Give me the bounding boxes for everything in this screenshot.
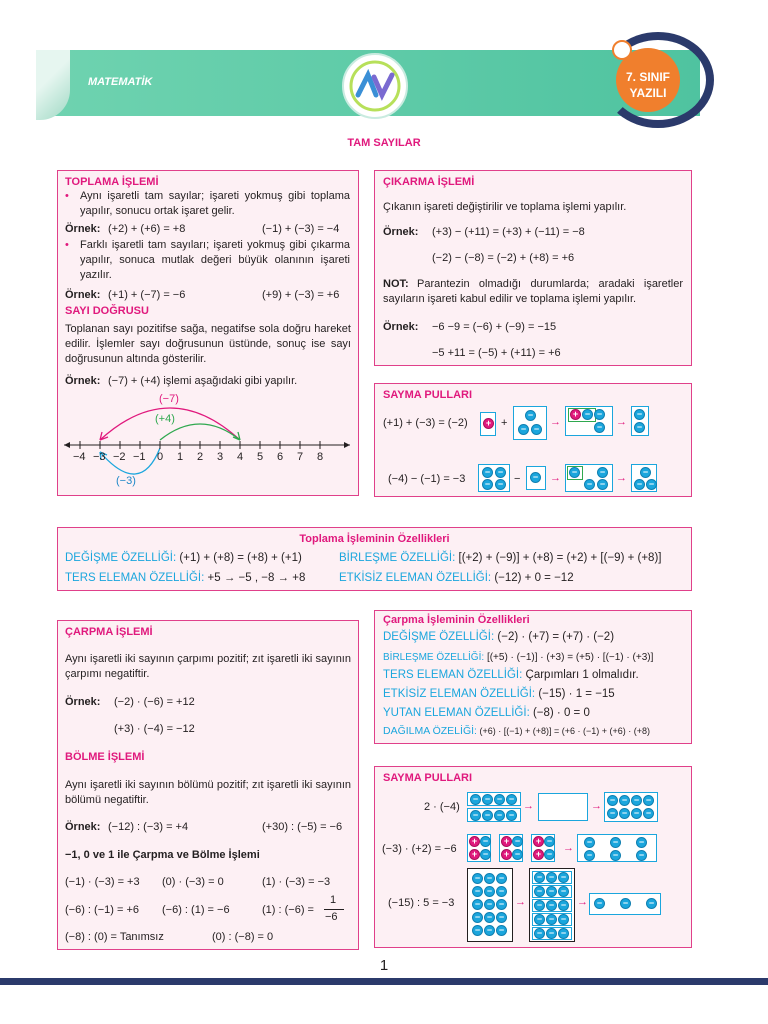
toplama-title: TOPLAMA İŞLEMİ	[65, 176, 159, 188]
toplama-ex1a: (+2) + (+6) = +8	[108, 223, 186, 235]
negative-tile-icon: −	[484, 912, 495, 923]
bolme-ex1: (−12) : (−3) = +4	[108, 821, 189, 833]
row3a: (−8) : (0) = Tanımsız	[65, 931, 164, 943]
sayma1-title: SAYMA PULLARI	[383, 389, 473, 401]
tick-label: 6	[277, 451, 284, 463]
negative-tile-icon: −	[546, 886, 557, 897]
bullet-icon: •	[65, 190, 69, 202]
ex-label: Örnek:	[65, 289, 101, 301]
negative-tile-icon: −	[484, 873, 495, 884]
arrow-icon: →	[550, 416, 561, 428]
negative-tile-icon: −	[597, 479, 608, 490]
bolme-ex2: (+30) : (−5) = −6	[262, 821, 343, 833]
negative-tile-icon: −	[610, 837, 621, 848]
negative-tile-icon: −	[646, 479, 657, 490]
negative-tile-icon: −	[646, 898, 657, 909]
ozellik2-dagilma: DAĞILMA ÖZELİĞİ: (+6) · [(−1) + (+8)] = (+6 · (−1) + (+6) · (+8)	[383, 725, 651, 737]
negative-tile-icon: −	[506, 794, 517, 805]
badge-line1: 7. SINIF	[625, 70, 670, 84]
negative-tile-icon: −	[544, 836, 555, 847]
carpma-ex2: (+3) · (−4) = −12	[114, 723, 195, 735]
negative-tile-icon: −	[525, 410, 536, 421]
negative-tile-icon: −	[534, 886, 545, 897]
negative-tile-icon: −	[480, 836, 491, 847]
tick-label: −3	[93, 451, 106, 463]
arrow-icon: →	[591, 800, 602, 812]
positive-tile-icon: +	[483, 418, 494, 429]
negative-tile-icon: −	[620, 898, 631, 909]
negative-tile-icon: −	[597, 467, 608, 478]
negative-tile-icon: −	[634, 409, 645, 420]
negative-tile-icon: −	[482, 794, 493, 805]
ozellik1-etkisiz: ETKİSİZ ELEMAN ÖZELLİĞİ: (−12) + 0 = −12	[339, 572, 574, 584]
fraction-num: 1	[330, 894, 337, 906]
tick-label: −2	[113, 451, 126, 463]
row1b: (0) · (−3) = 0	[162, 876, 224, 888]
negative-tile-icon: −	[534, 872, 545, 883]
negative-tile-icon: −	[643, 808, 654, 819]
ozellik2-degisme: DEĞİŞME ÖZELLİĞİ: (−2) · (+7) = (+7) · (−2)	[383, 631, 615, 643]
negative-tile-icon: −	[496, 912, 507, 923]
bolme-title: BÖLME İŞLEMİ	[65, 751, 145, 763]
negative-tile-icon: −	[584, 837, 595, 848]
negative-tile-icon: −	[636, 850, 647, 861]
toplama-bullet1: Aynı işaretli tam sayılar; işareti yokmuş gibi toplama yapılır, sonucu ortak işaret gelir.	[80, 190, 350, 217]
negative-tile-icon: −	[495, 467, 506, 478]
arrow-icon: →	[577, 896, 588, 908]
positive-tile-icon: +	[469, 849, 480, 860]
negative-tile-icon: −	[518, 424, 529, 435]
negative-tile-icon: −	[607, 795, 618, 806]
sayi-dogrusu-text: Toplanan sayı pozitifse sağa, negatifse sola doğru hareket edilir. İşlemler sayı doğrusunun üstünde, sonuç ise sayı doğrusunun altında gösterilir.	[65, 323, 351, 365]
negative-tile-icon: −	[472, 912, 483, 923]
plus-sign: +	[501, 417, 508, 429]
negative-tile-icon: −	[512, 849, 523, 860]
arrow-icon: →	[515, 896, 526, 908]
sub-title: −1, 0 ve 1 ile Çarpma ve Bölme İşlemi	[65, 849, 260, 861]
negative-tile-icon: −	[512, 836, 523, 847]
row1a: (−1) · (−3) = +3	[65, 876, 140, 888]
arrow-icon: →	[616, 472, 627, 484]
negative-tile-icon: −	[607, 808, 618, 819]
sayma2-eq1: 2 · (−4)	[424, 801, 460, 813]
arrow-icon: →	[563, 842, 574, 854]
negative-tile-icon: −	[484, 886, 495, 897]
arrow-icon: →	[550, 472, 561, 484]
badge-clock-icon	[612, 40, 632, 60]
negative-tile-icon: −	[472, 925, 483, 936]
negative-tile-icon: −	[546, 914, 557, 925]
toplama-bullet2: Farklı işaretli tam sayıları; işareti yokmuş gibi çıkarma yapılır, sonuca mutlak değeri büyük olanının işareti yazılır.	[80, 239, 350, 281]
negative-tile-icon: −	[631, 795, 642, 806]
bolme-text: Aynı işaretli iki sayının bölümü pozitif; zıt işaretli iki sayının bölümü negatiftir.	[65, 779, 351, 806]
negative-tile-icon: −	[546, 872, 557, 883]
bullet-icon: •	[65, 239, 69, 251]
negative-tile-icon: −	[594, 422, 605, 433]
toplama-ex2b: (+9) + (−3) = +6	[262, 289, 340, 301]
tick-label: 8	[317, 451, 324, 463]
negative-tile-icon: −	[494, 810, 505, 821]
negative-tile-icon: −	[584, 850, 595, 861]
negative-tile-icon: −	[544, 849, 555, 860]
number-line	[60, 388, 356, 492]
ozellik1-ters: TERS ELEMAN ÖZELLİĞİ: +5 → −5 , −8 → +8	[65, 572, 306, 584]
negative-tile-icon: −	[558, 928, 569, 939]
cikarma-ex3: −6 −9 = (−6) + (−9) = −15	[432, 321, 557, 333]
sayma2-eq3: (−15) : 5 = −3	[388, 897, 455, 909]
negative-tile-icon: −	[484, 899, 495, 910]
tick-label: 0	[157, 451, 164, 463]
carpma-title: ÇARPMA İŞLEMİ	[65, 626, 153, 638]
negative-tile-icon: −	[496, 873, 507, 884]
negative-tile-icon: −	[530, 472, 541, 483]
negative-tile-icon: −	[558, 872, 569, 883]
negative-tile-icon: −	[494, 794, 505, 805]
negative-tile-icon: −	[619, 808, 630, 819]
negative-tile-icon: −	[584, 479, 595, 490]
page-number: 1	[379, 957, 389, 974]
positive-tile-icon: +	[501, 849, 512, 860]
negative-tile-icon: −	[636, 837, 647, 848]
carpma-text: Aynı işaretli iki sayının çarpımı pozitif; zıt işaretli iki sayının çarpımı negatiftir.	[65, 653, 351, 680]
negative-tile-icon: −	[496, 899, 507, 910]
negative-tile-icon: −	[482, 467, 493, 478]
arc-neg7-label: (−7)	[159, 393, 179, 405]
ozellik1-degisme: DEĞİŞME ÖZELLİĞİ: (+1) + (+8) = (+8) + (+1)	[65, 552, 302, 564]
carpma-ozellik-title: Çarpma İşleminin Özellikleri	[383, 614, 530, 626]
sayma1-eq2: (−4) − (−1) = −3	[388, 473, 466, 485]
toplama-ex1b: (−1) + (−3) = −4	[262, 223, 340, 235]
negative-tile-icon: −	[619, 795, 630, 806]
negative-tile-icon: −	[484, 925, 495, 936]
ozellik2-etkisiz: ETKİSİZ ELEMAN ÖZELLİĞİ: (−15) · 1 = −15	[383, 688, 615, 700]
toplama-ex2a: (+1) + (−7) = −6	[108, 289, 186, 301]
negative-tile-icon: −	[495, 479, 506, 490]
negative-tile-icon: −	[472, 886, 483, 897]
ex-label: Örnek:	[65, 223, 101, 235]
ozellik2-birlesme: BİRLEŞME ÖZELLİĞİ: [(+5) · (−1)] · (+3) = (+5) · [(−1) · (+3)]	[383, 652, 654, 663]
negative-tile-icon: −	[610, 850, 621, 861]
fraction-den: −6	[325, 911, 338, 923]
cikarma-title: ÇIKARMA İŞLEMİ	[383, 176, 475, 188]
tick-label: −1	[133, 451, 146, 463]
negative-tile-icon: −	[482, 479, 493, 490]
negative-tile-icon: −	[634, 422, 645, 433]
negative-tile-icon: −	[496, 925, 507, 936]
positive-tile-icon: +	[501, 836, 512, 847]
row2b: (−6) : (1) = −6	[162, 904, 230, 916]
empty-box	[538, 793, 588, 821]
ex-label: Örnek:	[65, 375, 101, 387]
cikarma-ex2: (−2) − (−8) = (−2) + (+8) = +6	[432, 252, 575, 264]
negative-tile-icon: −	[558, 886, 569, 897]
ex-label: Örnek:	[65, 821, 101, 833]
tick-label: 4	[237, 451, 244, 463]
negative-tile-icon: −	[569, 467, 580, 478]
row1c: (1) · (−3) = −3	[262, 876, 331, 888]
tick-label: 5	[257, 451, 264, 463]
cikarma-ex4: −5 +11 = (−5) + (+11) = +6	[432, 347, 561, 359]
negative-tile-icon: −	[631, 808, 642, 819]
ozellik1-birlesme: BİRLEŞME ÖZELLİĞİ: [(+2) + (−9)] + (+8) = (+2) + [(−9) + (+8)]	[339, 552, 662, 564]
arc-result-label: (−3)	[116, 475, 136, 487]
negative-tile-icon: −	[643, 795, 654, 806]
negative-tile-icon: −	[496, 886, 507, 897]
ozellik2-yutan: YUTAN ELEMAN ÖZELLİĞİ: (−8) · 0 = 0	[383, 707, 590, 719]
negative-tile-icon: −	[640, 467, 651, 478]
positive-tile-icon: +	[533, 849, 544, 860]
negative-tile-icon: −	[472, 899, 483, 910]
sayma2-eq2: (−3) · (+2) = −6	[382, 843, 457, 855]
negative-tile-icon: −	[558, 914, 569, 925]
negative-tile-icon: −	[506, 810, 517, 821]
sd-example: (−7) + (+4) işlemi aşağıdaki gibi yapılır.	[108, 375, 298, 387]
positive-tile-icon: +	[533, 836, 544, 847]
negative-tile-icon: −	[470, 810, 481, 821]
badge-line2: YAZILI	[629, 86, 667, 100]
sayma2-title: SAYMA PULLARI	[383, 772, 473, 784]
tick-label: 3	[217, 451, 224, 463]
ex-label: Örnek:	[383, 226, 419, 238]
toplama-ozellik-title: Toplama İşleminin Özellikleri	[299, 533, 450, 545]
negative-tile-icon: −	[546, 928, 557, 939]
negative-tile-icon: −	[534, 900, 545, 911]
arc-pos4-label: (+4)	[155, 413, 175, 425]
negative-tile-icon: −	[470, 794, 481, 805]
ex-label: Örnek:	[65, 696, 101, 708]
negative-tile-icon: −	[472, 873, 483, 884]
footer-bar	[0, 978, 768, 985]
positive-tile-icon: +	[469, 836, 480, 847]
cikarma-ex1: (+3) − (+11) = (+3) + (−11) = −8	[432, 226, 585, 238]
negative-tile-icon: −	[480, 849, 491, 860]
tick-label: −4	[73, 451, 86, 463]
negative-tile-icon: −	[634, 479, 645, 490]
not-text: Parantezin olmadığı durumlarda; aradaki işaretler sayıların işareti kabul edilir ve toplama işlemi yapılır.	[383, 278, 683, 305]
ex-label: Örnek:	[383, 321, 419, 333]
arrow-icon: →	[616, 416, 627, 428]
negative-tile-icon: −	[482, 810, 493, 821]
negative-tile-icon: −	[534, 914, 545, 925]
negative-tile-icon: −	[582, 409, 593, 420]
negative-tile-icon: −	[594, 898, 605, 909]
subject-label: MATEMATİK	[88, 76, 153, 88]
negative-tile-icon: −	[594, 409, 605, 420]
row2a: (−6) : (−1) = +6	[65, 904, 139, 916]
negative-tile-icon: −	[531, 424, 542, 435]
negative-tile-icon: −	[546, 900, 557, 911]
carpma-ex1: (−2) · (−6) = +12	[114, 696, 195, 708]
row3b: (0) : (−8) = 0	[212, 931, 274, 943]
not-label: NOT:	[383, 278, 409, 290]
positive-tile-icon: +	[570, 409, 581, 420]
page-title: TAM SAYILAR	[347, 137, 421, 149]
arrow-icon: →	[523, 800, 534, 812]
ozellik2-ters: TERS ELEMAN ÖZELLİĞİ: Çarpımları 1 olmalıdır.	[383, 669, 639, 681]
sayi-dogrusu-title: SAYI DOĞRUSU	[65, 305, 149, 317]
logo	[342, 53, 408, 119]
sayma1-eq1: (+1) + (−3) = (−2)	[383, 417, 468, 429]
row2c: (1) : (−6) =	[262, 904, 314, 916]
tick-label: 2	[197, 451, 204, 463]
negative-tile-icon: −	[558, 900, 569, 911]
tick-label: 7	[297, 451, 304, 463]
tick-label: 1	[177, 451, 184, 463]
negative-tile-icon: −	[534, 928, 545, 939]
cikarma-text: Çıkanın işareti değiştirilir ve toplama işlemi yapılır.	[383, 201, 627, 213]
minus-sign: −	[514, 473, 521, 485]
